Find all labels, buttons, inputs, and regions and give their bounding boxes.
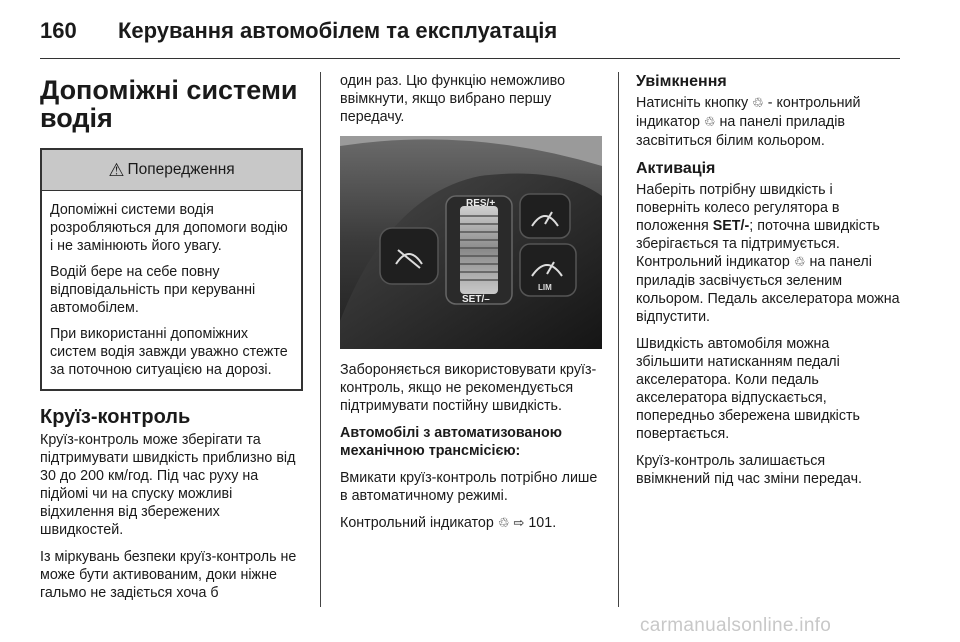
cruise-button-icon: ♲ [752,96,764,111]
lim-label: LIM [538,283,552,292]
res-plus-label: RES/+ [466,198,496,209]
warning-box [40,148,303,391]
page-reference-arrow-icon: ⇨ [513,516,525,531]
switching-on-text-2: - контрольний індикатор [636,95,861,130]
page-header [40,12,920,54]
cruise-indicator-icon: ♲ [703,115,716,130]
activation-text-3: на панелі приладів засвічується зеленим кольором. Педаль акселератора можна відпустити. [636,254,900,325]
activation-paragraph-3: Круїз-контроль залишається ввімкнений під час зміни передач. [636,453,862,487]
column-divider-1 [320,72,321,607]
warning-heading: Попередження [127,161,235,178]
chapter-title: Керування автомобілем та експлуатація [118,18,558,43]
switching-on-text-1: Натисніть кнопку [636,95,749,111]
cancel-cruise-button [380,228,438,284]
section-title [40,76,303,132]
set-minus-label: SET/– [462,294,490,305]
column-2 [340,72,602,542]
steering-wheel-controls-figure [340,136,602,349]
warning-paragraph-3: При використанні допоміжних систем водія завжди уважно стежте за поточною ситуацією на дорозі. [50,326,288,378]
header-divider [40,58,900,59]
column-1 [40,72,303,611]
warning-header [42,150,301,191]
warning-triangle-icon: ⚠ [108,159,125,180]
cruise-thumbwheel [446,196,512,305]
activation-text-2: ; поточна швидкість зберігається та підтримується. Контрольний індикатор [636,218,880,270]
speed-limiter-button [520,244,576,296]
warning-body [42,191,301,389]
set-minus-text: SET/- [712,218,750,234]
switching-on-title: Увімкнення [636,73,727,90]
section-title-line2: водія [40,103,113,133]
watermark: carmanualsonline.info [640,615,832,636]
switching-on-paragraph [636,94,900,150]
cruise-control-title: Круїз-контроль [40,406,191,428]
activation-paragraph-2: Швидкість автомобіля можна збільшити натисканням педалі акселератора. Коли педаль акселератора відпускається, попередньо збережена швидкість повертається. [636,336,861,442]
cruise-on-button [520,194,570,238]
activation-paragraph-1 [636,181,900,326]
cruise-paragraph-1: Круїз-контроль може зберігати та підтримувати швидкість приблизно від 30 до 200 км/год. Під час руху на підйомі чи на спуску можливі відхилення від збережених швидкостей. [40,432,296,538]
indicator-text: Контрольний індикатор [340,515,494,531]
warning-paragraph-2: Водій бере на себе повну відповідальність при керуванні автомобілем. [50,264,256,316]
auto-transmission-heading: Автомобілі з автоматизованою механічною трансмісією: [340,425,562,459]
indicator-reference-paragraph [340,514,602,533]
switching-on-text-3: на панелі приладів засвітиться білим кольором. [636,114,845,149]
column-divider-2 [618,72,619,607]
cruise-indicator-icon: ♲ [497,516,510,531]
cruise-indicator-icon: ♲ [793,255,806,270]
page-reference: 101. [528,515,557,531]
warning-paragraph-1: Допоміжні системи водія розробляються для допомоги водію і не замінюють його увагу. [50,202,288,254]
cruise-paragraph-2: Із міркувань безпеки круїз-контроль не може бути активованим, доки ніжне гальмо не задіється хоча б [40,549,297,601]
forbidden-paragraph: Забороняється використовувати круїз-контроль, якщо не рекомендується підтримувати постійну швидкість. [340,362,597,414]
auto-transmission-paragraph: Вмикати круїз-контроль потрібно лише в автоматичному режимі. [340,470,598,504]
column-3 [636,72,900,497]
page-number: 160 [40,18,77,43]
activation-text-1: Наберіть потрібну швидкість і поверніть колесо регулятора в положення [636,182,840,234]
continued-paragraph: один раз. Цю функцію неможливо ввімкнути, якщо вибрано першу передачу. [340,73,566,125]
section-title-line1: Допоміжні системи [40,75,298,105]
activation-title: Активація [636,160,716,177]
